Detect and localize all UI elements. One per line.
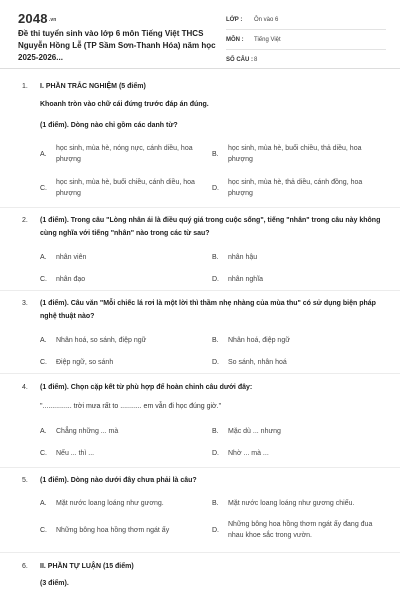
question-separator: [0, 467, 400, 468]
option-text: Chẳng những ... mà: [56, 428, 119, 435]
option-text: Mặt nước loang loáng như gương.: [56, 500, 164, 507]
question-separator: [0, 373, 400, 374]
option-a[interactable]: [40, 143, 196, 165]
exam-meta: [226, 10, 386, 69]
option-letter: C.: [40, 185, 47, 192]
option-text: Mặc dù ... nhưng: [228, 428, 281, 435]
option-letter: D.: [212, 527, 219, 534]
question-number: 2.: [22, 217, 28, 224]
option-letter: B.: [212, 337, 219, 344]
option-letter: B.: [212, 254, 219, 261]
points-text: (3 điểm).: [40, 580, 69, 587]
option-a[interactable]: [40, 498, 206, 509]
option-b[interactable]: [212, 252, 368, 263]
section-title: II. PHẦN TỰ LUẬN (15 điểm): [40, 563, 134, 570]
option-text: Mặt nước loang loáng như gương chiếu.: [228, 500, 355, 507]
option-d[interactable]: [212, 519, 378, 541]
option-text: Nhân hoá, so sánh, điệp ngữ: [56, 337, 147, 344]
option-letter: C.: [40, 450, 47, 457]
question-text: (1 điểm). Chọn cặp kết từ phù hợp để hoàn chỉnh câu dưới đây:: [40, 384, 253, 391]
question-text: (1 điểm). Trong câu "Lòng nhân ái là điều quý giá trong cuộc sống", tiếng "nhân" trong câu này không cùng nghĩa với tiếng "nhân" nào trong các từ sau?: [40, 217, 381, 237]
option-letter: B.: [212, 151, 219, 158]
question-text: (1 điểm). Dòng nào chỉ gồm các danh từ?: [40, 122, 178, 129]
meta-key: MÔN :: [226, 36, 244, 43]
meta-key: SỐ CÂU :: [226, 56, 253, 63]
option-text: học sinh, mùa hè, thả diều, cánh đồng, hoa phượng: [228, 179, 363, 197]
option-text: nhân đạo: [56, 276, 86, 283]
option-text: nhân viên: [56, 254, 87, 261]
question-separator: [0, 207, 400, 208]
question-number: 4.: [22, 384, 28, 391]
logo-text: 2048: [18, 11, 48, 26]
exam-header: [0, 0, 400, 68]
question-number: 6.: [22, 563, 28, 570]
site-logo[interactable]: [18, 11, 57, 26]
section-title: I. PHẦN TRẮC NGHIỆM (5 điểm): [40, 83, 146, 90]
option-text: học sinh, mùa hè, buổi chiều, thả diều, hoa phượng: [228, 145, 362, 163]
option-text: Nếu ... thì ...: [56, 450, 95, 457]
option-d[interactable]: [212, 177, 368, 199]
option-letter: A.: [40, 428, 47, 435]
option-letter: C.: [40, 527, 47, 534]
question-separator: [0, 290, 400, 291]
meta-row-count: [226, 50, 386, 69]
option-letter: D.: [212, 185, 219, 192]
meta-value: Ôn vào 6: [254, 16, 279, 23]
meta-row-subject: [226, 30, 386, 50]
option-c[interactable]: [40, 177, 196, 199]
option-a[interactable]: [40, 252, 196, 263]
question-number: 1.: [22, 83, 28, 90]
question-number: 3.: [22, 300, 28, 307]
option-letter: D.: [212, 450, 219, 457]
option-d[interactable]: [212, 448, 368, 459]
question-number: 5.: [22, 477, 28, 484]
option-letter: C.: [40, 359, 47, 366]
option-letter: A.: [40, 500, 47, 507]
option-letter: A.: [40, 254, 47, 261]
option-b[interactable]: [212, 335, 368, 346]
option-text: Điệp ngữ, so sánh: [56, 359, 114, 366]
option-letter: C.: [40, 276, 47, 283]
option-b[interactable]: [212, 426, 368, 437]
instruction-text: Khoanh tròn vào chữ cái đứng trước đáp án đúng.: [40, 101, 209, 108]
option-text: Nhờ ... mà ...: [228, 450, 269, 457]
option-text: học sinh, mùa hè, buổi chiều, cánh diều, hoa phượng: [56, 179, 195, 197]
option-text: So sánh, nhân hoá: [228, 359, 287, 366]
option-letter: B.: [212, 500, 219, 507]
option-b[interactable]: [212, 498, 388, 509]
option-letter: D.: [212, 276, 219, 283]
option-b[interactable]: [212, 143, 368, 165]
meta-value: Tiếng Việt: [254, 36, 281, 43]
meta-row-class: [226, 10, 386, 30]
option-text: Những bông hoa hồng thơm ngát ấy đang đua nhau khoe sắc trong vườn.: [228, 521, 373, 539]
meta-value: 8: [254, 56, 258, 63]
header-divider: [0, 68, 400, 69]
question-text: (1 điểm). Dòng nào dưới đây chưa phải là câu?: [40, 477, 197, 484]
option-text: nhân nghĩa: [228, 276, 264, 283]
option-letter: B.: [212, 428, 219, 435]
option-letter: A.: [40, 337, 47, 344]
fill-in-sentence: "............... trời mưa rất to ........... em vẫn đi học đúng giờ.": [40, 403, 222, 410]
meta-key: LỚP :: [226, 16, 243, 23]
option-text: Những bông hoa hồng thơm ngát ấy: [56, 527, 170, 534]
option-text: học sinh, mùa hè, nóng nực, cánh diều, hoa phượng: [56, 145, 193, 163]
logo-suffix: .vn: [48, 16, 57, 23]
option-text: Nhân hoá, điệp ngữ: [228, 337, 290, 344]
option-d[interactable]: [212, 357, 368, 368]
option-letter: D.: [212, 359, 219, 366]
option-c[interactable]: [40, 274, 196, 285]
question-separator: [0, 552, 400, 553]
option-c[interactable]: [40, 448, 196, 459]
option-c[interactable]: [40, 525, 211, 536]
option-d[interactable]: [212, 274, 368, 285]
option-text: nhân hậu: [228, 254, 258, 261]
option-a[interactable]: [40, 426, 196, 437]
exam-title: Đề thi tuyển sinh vào lớp 6 môn Tiếng Việt THCS Nguyễn Hồng Lễ (TP Sầm Sơn-Thanh Hóa) năm học 2025-2026...: [18, 29, 216, 62]
option-letter: A.: [40, 151, 47, 158]
option-c[interactable]: [40, 357, 196, 368]
question-text: (1 điểm). Câu văn "Mỗi chiếc lá rơi là một lời thì thầm nhẹ nhàng của mùa thu" có sử dụng biện pháp nghệ thuật nào?: [40, 300, 376, 320]
option-a[interactable]: [40, 335, 196, 346]
